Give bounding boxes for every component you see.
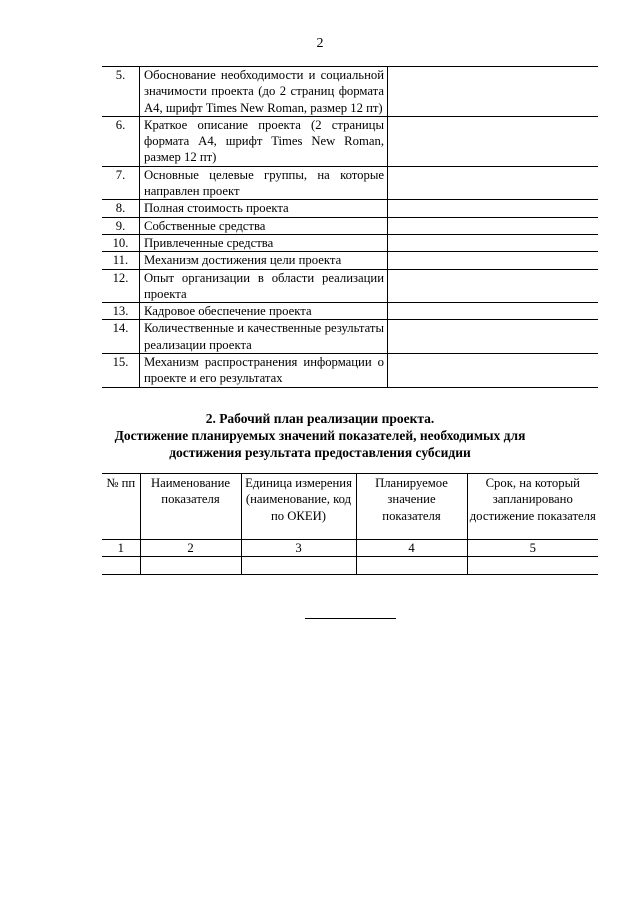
row-value-field[interactable] — [388, 67, 599, 117]
column-number-cell: 3 — [241, 540, 356, 557]
row-number: 15. — [102, 354, 140, 388]
row-label: Привлеченные средства — [140, 234, 388, 251]
row-label: Обоснование необходимости и социальной значимости проекта (до 2 страниц формата А4, шрифт Times New Roman, размер 12 пт) — [140, 67, 388, 117]
table-row — [102, 234, 598, 251]
row-label: Краткое описание проекта (2 страницы формата А4, шрифт Times New Roman, размер 12 пт) — [140, 116, 388, 166]
row-value-field[interactable] — [388, 166, 599, 200]
table-row — [102, 200, 598, 217]
header-cell-number: № пп — [102, 474, 140, 540]
row-value-field[interactable] — [388, 320, 599, 354]
project-info-table — [102, 66, 598, 388]
column-number-cell: 5 — [467, 540, 598, 557]
row-number: 5. — [102, 67, 140, 117]
row-label: Количественные и качественные результаты реализации проекта — [140, 320, 388, 354]
row-label: Полная стоимость проекта — [140, 200, 388, 217]
empty-cell[interactable] — [356, 557, 467, 575]
section-subtitle-line1: Достижение планируемых значений показателей, необходимых для — [114, 428, 526, 443]
row-number: 13. — [102, 303, 140, 320]
row-number: 12. — [102, 269, 140, 303]
section-title: 2. Рабочий план реализации проекта. — [205, 411, 435, 426]
row-value-field[interactable] — [388, 252, 599, 269]
empty-cell[interactable] — [467, 557, 598, 575]
table-row — [102, 116, 598, 166]
row-value-field[interactable] — [388, 116, 599, 166]
header-cell-planned-value: Планируемое значение показателя — [356, 474, 467, 540]
table-row — [102, 269, 598, 303]
column-number-cell: 2 — [140, 540, 241, 557]
project-info-table-body — [102, 67, 598, 388]
header-cell-unit: Единица измерения (наименование, код по ОКЕИ) — [241, 474, 356, 540]
column-number-cell: 1 — [102, 540, 140, 557]
empty-cell[interactable] — [241, 557, 356, 575]
header-cell-deadline: Срок, на который запланировано достижение показателя — [467, 474, 598, 540]
table-row — [102, 252, 598, 269]
row-number: 7. — [102, 166, 140, 200]
row-value-field[interactable] — [388, 217, 599, 234]
work-plan-column-number-row — [102, 540, 598, 557]
table-row — [102, 303, 598, 320]
work-plan-table — [102, 473, 598, 575]
row-value-field[interactable] — [388, 303, 599, 320]
row-value-field[interactable] — [388, 200, 599, 217]
empty-cell[interactable] — [102, 557, 140, 575]
row-label: Опыт организации в области реализации проекта — [140, 269, 388, 303]
table-row — [102, 354, 598, 388]
row-value-field[interactable] — [388, 354, 599, 388]
table-row — [102, 320, 598, 354]
empty-cell[interactable] — [140, 557, 241, 575]
row-number: 10. — [102, 234, 140, 251]
work-plan-header-row — [102, 474, 598, 540]
row-value-field[interactable] — [388, 269, 599, 303]
row-label: Кадровое обеспечение проекта — [140, 303, 388, 320]
row-label: Собственные средства — [140, 217, 388, 234]
row-label: Механизм распространения информации о проекте и его результатах — [140, 354, 388, 388]
signature-line — [305, 618, 396, 619]
table-row — [102, 67, 598, 117]
row-number: 8. — [102, 200, 140, 217]
row-label: Механизм достижения цели проекта — [140, 252, 388, 269]
column-number-cell: 4 — [356, 540, 467, 557]
section-heading — [0, 410, 640, 461]
row-number: 6. — [102, 116, 140, 166]
row-number: 11. — [102, 252, 140, 269]
row-number: 14. — [102, 320, 140, 354]
page-number: 2 — [316, 36, 324, 51]
work-plan-empty-row — [102, 557, 598, 575]
table-row — [102, 217, 598, 234]
row-label: Основные целевые группы, на которые направлен проект — [140, 166, 388, 200]
row-number: 9. — [102, 217, 140, 234]
row-value-field[interactable] — [388, 234, 599, 251]
header-cell-indicator-name: Наименование показателя — [140, 474, 241, 540]
table-row — [102, 166, 598, 200]
section-subtitle-line2: достижения результата предоставления субсидии — [169, 445, 471, 460]
